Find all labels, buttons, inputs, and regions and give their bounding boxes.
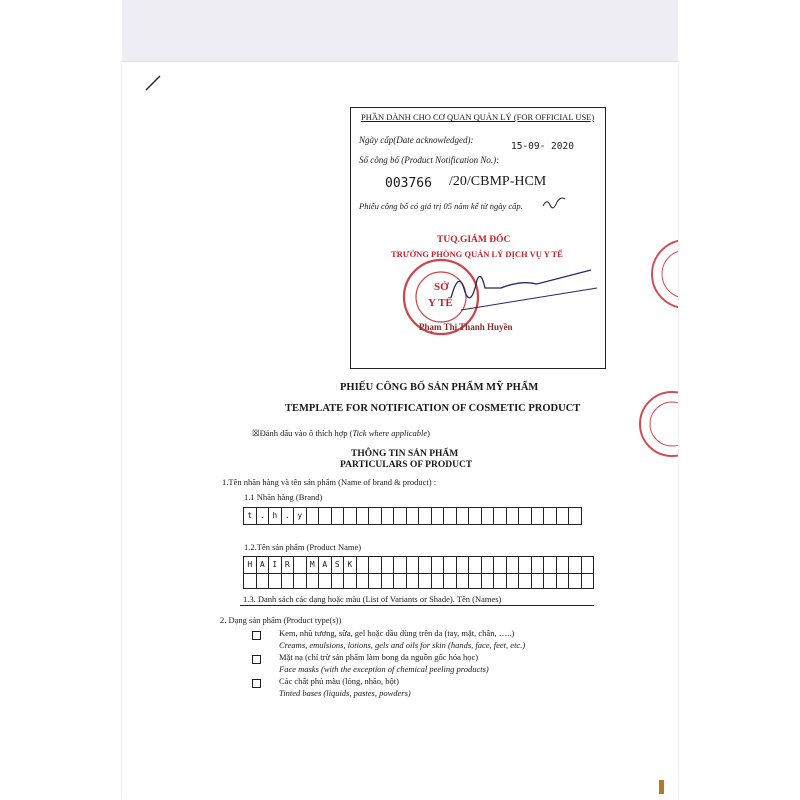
char-cell[interactable] — [394, 557, 407, 573]
char-cell[interactable] — [319, 508, 332, 524]
date-acknowledged-value: 15-09- 2020 — [511, 141, 574, 152]
tick-note: ☒Đánh dấu vào ô thích hợp (Tick where applicable) — [252, 428, 431, 438]
char-cell[interactable] — [519, 557, 532, 573]
char-cell[interactable] — [382, 572, 395, 588]
char-cell[interactable] — [469, 508, 482, 524]
char-cell[interactable]: S — [332, 557, 345, 573]
char-cell[interactable] — [457, 508, 470, 524]
char-cell[interactable] — [419, 508, 432, 524]
char-cell[interactable] — [494, 557, 507, 573]
char-cell[interactable] — [582, 572, 595, 588]
notification-number-suffix: /20/CBMP-HCM — [449, 174, 547, 189]
char-cell[interactable] — [407, 557, 420, 573]
seal-text-2: Y TẾ — [428, 297, 453, 309]
char-cell[interactable]: K — [344, 557, 357, 573]
scan-mark — [659, 780, 664, 794]
product-name-row-2[interactable] — [243, 572, 594, 589]
official-use-box — [350, 107, 606, 369]
char-cell[interactable] — [432, 557, 445, 573]
type-3-vi: Các chất phủ màu (lỏng, nhão, bột) — [279, 676, 399, 686]
char-cell[interactable] — [444, 508, 457, 524]
char-cell[interactable] — [519, 572, 532, 588]
char-cell[interactable] — [544, 572, 557, 588]
char-cell[interactable] — [319, 572, 332, 588]
question-1-3: 1.3. Danh sách các dạng hoặc màu (List of Variants or Shade). Tên (Names) — [243, 594, 502, 604]
char-cell[interactable] — [369, 572, 382, 588]
char-cell[interactable] — [307, 508, 320, 524]
char-cell[interactable]: t — [244, 508, 257, 524]
form-title-vi: PHIẾU CÔNG BỐ SẢN PHẨM MỸ PHẨM — [340, 382, 539, 393]
char-cell[interactable] — [544, 508, 557, 524]
char-cell[interactable] — [482, 508, 495, 524]
char-cell[interactable]: H — [244, 557, 257, 573]
validity-note: Phiếu công bố có giá trị 05 năm kể từ ngày cấp. — [359, 201, 523, 211]
char-cell[interactable] — [244, 572, 257, 588]
char-cell[interactable] — [444, 557, 457, 573]
char-cell[interactable] — [357, 557, 370, 573]
char-cell[interactable] — [507, 508, 520, 524]
question-1-1: 1.1 Nhãn hàng (Brand) — [244, 492, 323, 502]
char-cell[interactable] — [344, 508, 357, 524]
document-page — [122, 62, 678, 800]
background-band — [122, 0, 678, 62]
type-1-en: Creams, emulsions, lotions, gels and oils for skin (hands, face, feet, etc.) — [279, 640, 526, 650]
char-cell[interactable] — [494, 572, 507, 588]
date-acknowledged-label: Ngày cấp(Date acknowledged): — [359, 135, 474, 145]
char-cell[interactable] — [332, 572, 345, 588]
signer-name: Phạm Thị Thanh Huyền — [419, 322, 513, 332]
char-cell[interactable] — [369, 508, 382, 524]
question-1-2: 1.2.Tên sản phẩm (Product Name) — [244, 542, 362, 552]
char-cell[interactable] — [394, 508, 407, 524]
char-cell[interactable] — [282, 572, 295, 588]
char-cell[interactable] — [432, 572, 445, 588]
pen-mark — [144, 74, 164, 92]
char-cell[interactable] — [532, 572, 545, 588]
type-2-vi: Mặt nạ (chỉ trừ sản phẩm làm bong da nguồn gốc hóa học) — [279, 652, 479, 662]
char-cell[interactable] — [544, 557, 557, 573]
official-header: PHẦN DÀNH CHO CƠ QUAN QUẢN LÝ (FOR OFFICIAL USE) — [361, 112, 595, 122]
char-cell[interactable]: h — [269, 508, 282, 524]
char-cell[interactable] — [357, 572, 370, 588]
char-cell[interactable] — [557, 572, 570, 588]
char-cell[interactable] — [482, 557, 495, 573]
char-cell[interactable] — [382, 557, 395, 573]
type-checkbox-2[interactable] — [252, 655, 261, 664]
brand-input-grid[interactable] — [243, 507, 582, 525]
edge-seal-middle — [628, 384, 678, 464]
char-cell[interactable]: R — [282, 557, 295, 573]
question-2: 2. Dạng sản phẩm (Product type(s)) — [220, 615, 342, 625]
char-cell[interactable] — [569, 572, 582, 588]
form-title-en: TEMPLATE FOR NOTIFICATION OF COSMETIC PRODUCT — [285, 403, 581, 414]
char-cell[interactable]: . — [282, 508, 295, 524]
char-cell[interactable] — [382, 508, 395, 524]
section-title-vi: THÔNG TIN SẢN PHẨM — [351, 449, 459, 459]
char-cell[interactable] — [269, 572, 282, 588]
char-cell[interactable] — [257, 572, 270, 588]
char-cell[interactable] — [532, 508, 545, 524]
char-cell[interactable] — [557, 508, 570, 524]
char-cell[interactable] — [394, 572, 407, 588]
char-cell[interactable]: I — [269, 557, 282, 573]
char-cell[interactable] — [357, 508, 370, 524]
char-cell[interactable] — [419, 572, 432, 588]
char-cell[interactable] — [557, 557, 570, 573]
section-title-en: PARTICULARS OF PRODUCT — [340, 460, 473, 470]
char-cell[interactable]: . — [257, 508, 270, 524]
char-cell[interactable] — [332, 508, 345, 524]
signer-title-1: TUQ.GIÁM ĐỐC — [437, 235, 511, 245]
char-cell[interactable]: A — [257, 557, 270, 573]
char-cell[interactable] — [507, 557, 520, 573]
notification-number: 003766 — [385, 176, 432, 191]
divider — [240, 605, 594, 606]
char-cell[interactable] — [507, 572, 520, 588]
question-1: 1.Tên nhãn hàng và tên sản phẩm (Name of brand & product) : — [222, 477, 437, 487]
char-cell[interactable] — [407, 572, 420, 588]
char-cell[interactable] — [569, 557, 582, 573]
char-cell[interactable] — [444, 572, 457, 588]
char-cell[interactable] — [469, 572, 482, 588]
seal-text-1: SỞ — [434, 281, 449, 293]
type-3-en: Tinted bases (liquids, pastes, powders) — [279, 688, 411, 698]
type-1-vi: Kem, nhũ tương, sữa, gel hoặc dầu dùng trên da (tay, mặt, chân, …..) — [279, 628, 515, 638]
char-cell[interactable] — [419, 557, 432, 573]
char-cell[interactable] — [457, 557, 470, 573]
char-cell[interactable] — [294, 557, 307, 573]
char-cell[interactable] — [469, 557, 482, 573]
char-cell[interactable] — [494, 508, 507, 524]
char-cell[interactable] — [369, 557, 382, 573]
char-cell[interactable]: A — [319, 557, 332, 573]
initials-signature — [541, 194, 567, 210]
char-cell[interactable] — [532, 557, 545, 573]
char-cell[interactable] — [432, 508, 445, 524]
edge-seal-top — [646, 232, 678, 316]
char-cell[interactable] — [569, 508, 582, 524]
char-cell[interactable] — [482, 572, 495, 588]
notification-number-label: Số công bố (Product Notification No.): — [359, 155, 500, 165]
char-cell[interactable] — [294, 572, 307, 588]
char-cell[interactable]: M — [307, 557, 320, 573]
signature — [441, 258, 601, 318]
type-2-en: Face masks (with the exception of chemical peeling products) — [279, 664, 489, 674]
char-cell[interactable] — [307, 572, 320, 588]
char-cell[interactable] — [582, 557, 595, 573]
signer-title-2: TRƯỞNG PHÒNG QUẢN LÝ DỊCH VỤ Y TẾ — [391, 249, 563, 259]
char-cell[interactable]: y — [294, 508, 307, 524]
char-cell[interactable] — [457, 572, 470, 588]
char-cell[interactable] — [344, 572, 357, 588]
type-checkbox-3[interactable] — [252, 679, 261, 688]
char-cell[interactable] — [519, 508, 532, 524]
char-cell[interactable] — [407, 508, 420, 524]
type-checkbox-1[interactable] — [252, 631, 261, 640]
